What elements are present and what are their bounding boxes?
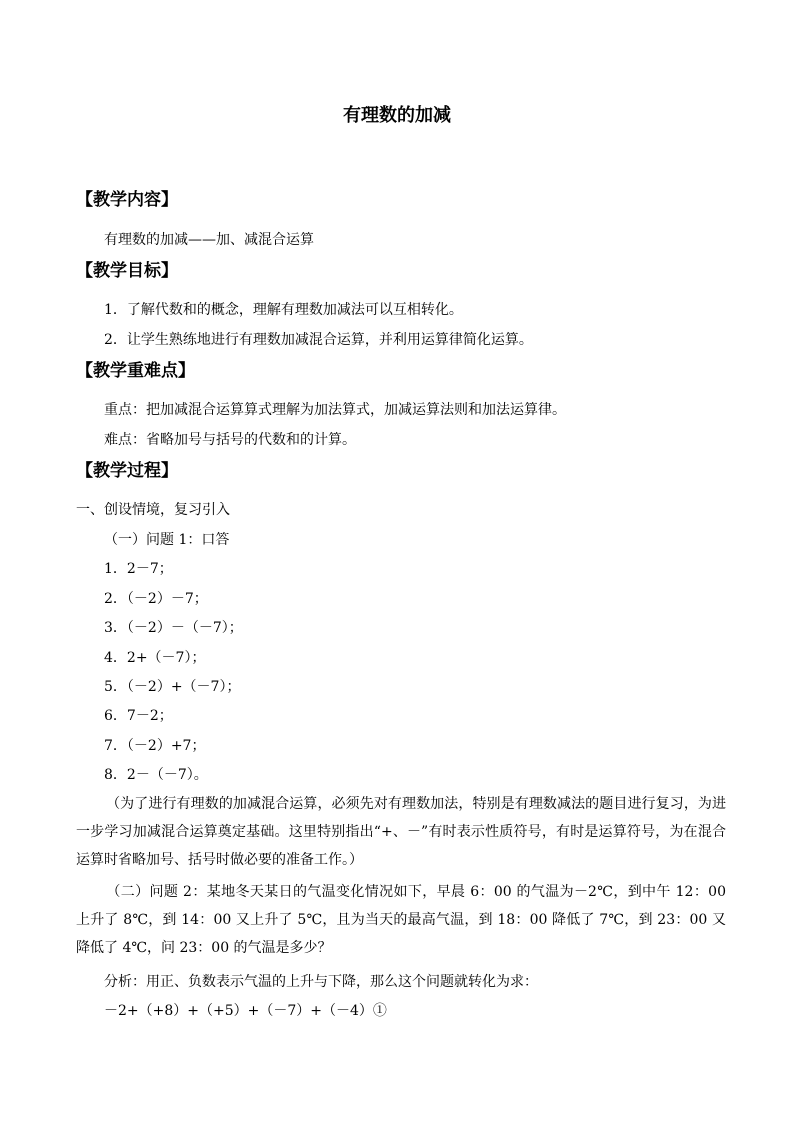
part1-title: 一、创设情境，复习引入 <box>76 502 230 518</box>
difficulty-text: 难点：省略加号与括号的代数和的计算。 <box>104 432 356 448</box>
question1-item: 7．（－2）+7； <box>104 738 206 754</box>
question1-title: （一）问题 1：口答 <box>104 532 230 548</box>
question2 <box>76 878 726 962</box>
document-title: 有理数的加减 <box>343 105 451 126</box>
question1-item: 2．（－2）－7； <box>104 591 208 607</box>
goal-item: 2．让学生熟练地进行有理数加减混合运算，并利用运算律简化运算。 <box>104 332 533 348</box>
section-heading-content: 【教学内容】 <box>76 190 178 210</box>
question1-item: 4．2+（－7）； <box>104 650 206 666</box>
content-text: 有理数的加减——加、减混合运算 <box>104 232 314 248</box>
section-heading-goals: 【教学目标】 <box>76 261 178 281</box>
question1-item: 8．2－（－7）。 <box>104 767 208 783</box>
focus-text: 重点：把加减混合运算算式理解为加法算式，加减运算法则和加法运算律。 <box>104 402 566 418</box>
analysis-text: 分析：用正、负数表示气温的上升与下降，那么这个问题就转化为求： <box>104 974 538 990</box>
section-heading-key-points: 【教学重难点】 <box>76 361 195 381</box>
question1-item: 3．（－2）－（－7）； <box>104 620 243 636</box>
expression: －2+（+8）+（+5）+（－7）+（－4）① <box>104 1003 387 1019</box>
question1-item: 1．2－7； <box>104 561 173 577</box>
goal-item: 1．了解代数和的概念，理解有理数加减法可以互相转化。 <box>104 302 463 318</box>
review-note-text: （为了进行有理数的加减混合运算，必须先对有理数加法，特别是有理数减法的题目进行复习，为进一步学习加减混合运算奠定基础。这里特别指出“+、－”有时表示性质符号，有时是运算符号，为在混合运算时省略加号、括号时做必要的准备工作。） <box>76 796 726 868</box>
review-note <box>76 790 726 874</box>
question1-item: 6．7－2； <box>104 708 173 724</box>
section-heading-process: 【教学过程】 <box>76 461 178 481</box>
question1-item: 5．（－2）+（－7）； <box>104 679 241 695</box>
question2-text: （二）问题 2：某地冬天某日的气温变化情况如下，早晨 6：00 的气温为－2℃，到中午 12：00 上升了 8℃，到 14：00 又上升了 5℃，且为当天的最高气温，到 18：00 降低了 7℃，到 23：00 又降低了 4℃，问 23：00 的气温是多少？ <box>76 884 726 956</box>
